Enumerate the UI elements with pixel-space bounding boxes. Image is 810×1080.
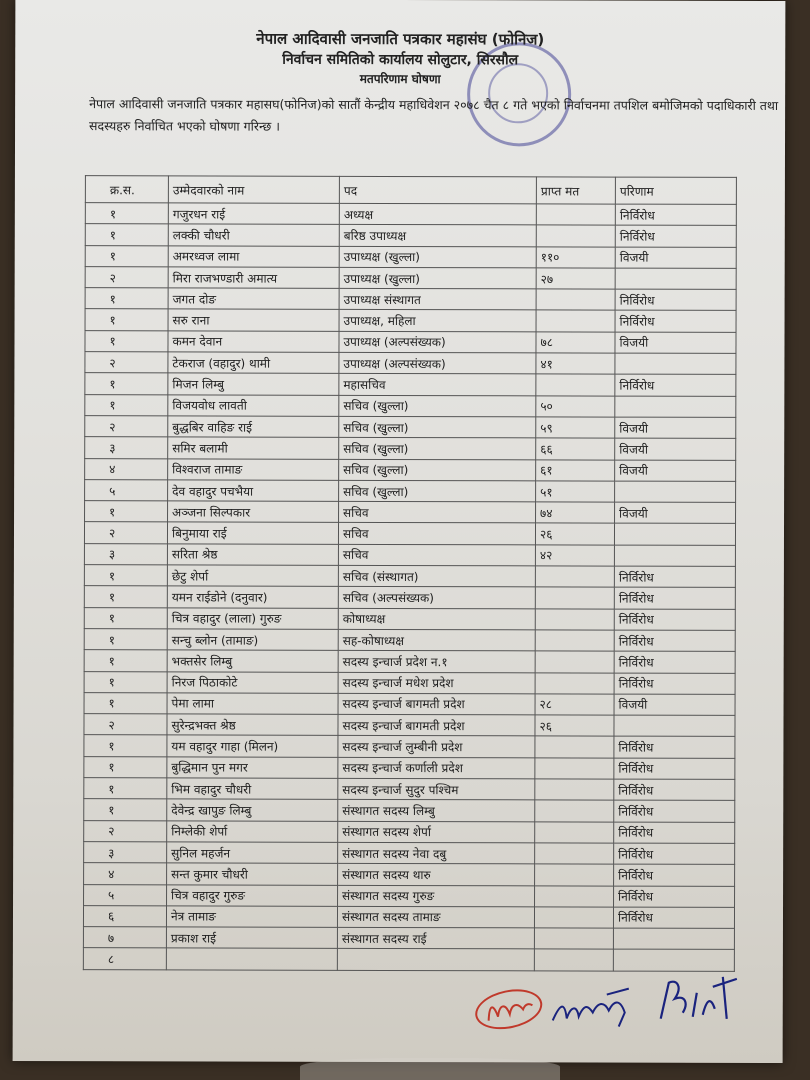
result-cell bbox=[614, 545, 735, 567]
candidate-name-cell: विश्वराज तामाङ bbox=[168, 458, 339, 480]
result-cell: निर्विरोध bbox=[614, 843, 735, 865]
votes-cell: ६६ bbox=[536, 438, 615, 460]
votes-cell bbox=[535, 587, 614, 609]
post-cell: कोषाध्यक्ष bbox=[338, 608, 535, 630]
serial-cell: २ bbox=[84, 522, 167, 544]
serial-cell: १ bbox=[84, 629, 167, 651]
signature-gurung bbox=[549, 982, 639, 1032]
table-row bbox=[84, 565, 735, 588]
document-page bbox=[13, 0, 786, 1063]
serial-cell: १ bbox=[85, 330, 168, 352]
post-cell: उपाध्यक्ष संस्थागत bbox=[339, 289, 536, 311]
candidate-name-cell: भक्तसेर लिम्बु bbox=[167, 650, 338, 672]
votes-cell bbox=[534, 949, 613, 971]
post-cell: सचिव (खुल्ला) bbox=[339, 459, 536, 481]
result-cell bbox=[614, 524, 735, 546]
header-post: पद bbox=[339, 176, 536, 204]
post-cell: अध्यक्ष bbox=[339, 203, 536, 225]
candidate-name-cell: सरिता श्रेष्ठ bbox=[167, 544, 338, 566]
candidate-name-cell: जगत दोङ bbox=[168, 288, 339, 310]
votes-cell bbox=[534, 907, 613, 929]
table-row bbox=[85, 203, 736, 226]
votes-cell: ४२ bbox=[535, 545, 614, 567]
candidate-name-cell: बुद्धबिर वाहिङ राई bbox=[168, 416, 339, 438]
candidate-name-cell: नेत्र तामाङ bbox=[166, 906, 337, 928]
organization-title: नेपाल आदिवासी जनजाति पत्रकार महासंघ (फोनिज) bbox=[256, 29, 545, 49]
result-cell: विजयी bbox=[615, 438, 736, 460]
candidate-name-cell: यम वहादुर गाहा (मिलन) bbox=[167, 735, 338, 757]
result-cell bbox=[615, 268, 736, 290]
table-row bbox=[83, 905, 734, 928]
candidate-name-cell: बिनुमाया राई bbox=[167, 522, 338, 544]
serial-cell: १ bbox=[85, 373, 168, 395]
votes-cell bbox=[535, 779, 614, 801]
serial-cell: ५ bbox=[84, 884, 167, 906]
table-row bbox=[84, 693, 735, 716]
votes-cell bbox=[535, 821, 614, 843]
result-cell: निर्विरोध bbox=[614, 587, 735, 609]
table-row bbox=[85, 330, 736, 353]
date-circle-signature bbox=[472, 984, 546, 1035]
table-row bbox=[85, 224, 736, 247]
votes-cell bbox=[536, 289, 615, 311]
table-row bbox=[85, 245, 736, 268]
result-cell: निर्विरोध bbox=[615, 289, 736, 311]
table-row bbox=[84, 884, 735, 907]
result-cell: विजयी bbox=[615, 247, 736, 269]
candidate-name-cell: बुद्धिमान पुन मगर bbox=[167, 757, 338, 779]
header-serial: क्र.स. bbox=[85, 176, 168, 203]
table-row bbox=[85, 394, 736, 417]
result-cell: विजयी bbox=[615, 502, 736, 524]
serial-cell: २ bbox=[84, 714, 167, 736]
post-cell: संस्थागत सदस्य थारु bbox=[338, 864, 535, 886]
serial-cell: १ bbox=[84, 778, 167, 800]
post-cell: सह-कोषाध्यक्ष bbox=[338, 629, 535, 651]
candidate-name-cell: सन्त कुमार चौधरी bbox=[167, 863, 338, 885]
results-table-body bbox=[83, 203, 736, 971]
votes-cell: २६ bbox=[535, 523, 614, 545]
votes-cell: ११० bbox=[536, 246, 615, 268]
votes-cell bbox=[535, 758, 614, 780]
candidate-name-cell: भिम वहादुर चौधरी bbox=[167, 778, 338, 800]
votes-cell bbox=[536, 225, 615, 247]
votes-cell bbox=[535, 630, 614, 652]
votes-cell bbox=[535, 800, 614, 822]
post-cell bbox=[337, 949, 534, 971]
serial-cell: २ bbox=[85, 416, 168, 438]
votes-cell bbox=[535, 672, 614, 694]
results-table bbox=[83, 175, 737, 971]
candidate-name-cell: लक्की चौधरी bbox=[168, 224, 339, 246]
candidate-name-cell: चित्र वहादुर गुरुङ bbox=[167, 884, 338, 906]
serial-cell: २ bbox=[85, 267, 168, 289]
document-header bbox=[15, 27, 785, 89]
result-cell: निर्विरोध bbox=[614, 886, 735, 908]
table-row bbox=[84, 607, 735, 630]
table-row bbox=[84, 671, 735, 694]
serial-cell: ३ bbox=[84, 543, 167, 565]
table-row bbox=[84, 799, 735, 822]
serial-cell: १ bbox=[85, 245, 168, 267]
table-row bbox=[84, 629, 735, 652]
post-cell: सदस्य इन्चार्ज कर्णाली प्रदेश bbox=[338, 757, 535, 779]
result-cell: विजयी bbox=[615, 417, 736, 439]
post-cell: सदस्य इन्चार्ज मधेश प्रदेश bbox=[338, 672, 535, 694]
candidate-name-cell: देवेन्द्र खापुङ लिम्बु bbox=[167, 799, 338, 821]
serial-cell: १ bbox=[85, 224, 168, 246]
votes-cell bbox=[535, 566, 614, 588]
serial-cell: ६ bbox=[83, 905, 166, 927]
candidate-name-cell: कमन देवान bbox=[168, 331, 339, 353]
candidate-name-cell bbox=[166, 948, 337, 970]
candidate-name-cell: गजुरधन राई bbox=[168, 203, 339, 225]
serial-cell: १ bbox=[84, 756, 167, 778]
votes-cell: ४१ bbox=[536, 353, 615, 375]
result-cell: निर्विरोध bbox=[614, 630, 735, 652]
post-cell: उपाध्यक्ष (अल्पसंख्यक) bbox=[339, 331, 536, 353]
post-cell: संस्थागत सदस्य गुरुङ bbox=[338, 885, 535, 907]
candidate-name-cell: चित्र वहादुर (लाला) गुरुङ bbox=[167, 608, 338, 630]
votes-cell: २८ bbox=[535, 694, 614, 716]
header-result: परिणाम bbox=[615, 177, 736, 204]
serial-cell: १ bbox=[84, 607, 167, 629]
result-cell: निर्विरोध bbox=[613, 907, 734, 929]
votes-cell bbox=[535, 736, 614, 758]
table-row bbox=[84, 842, 735, 865]
post-cell: उपाध्यक्ष, महिला bbox=[339, 310, 536, 332]
table-row bbox=[85, 480, 736, 503]
candidate-name-cell: निरज पिठाकोटे bbox=[167, 671, 338, 693]
post-cell: सचिव (खुल्ला) bbox=[339, 395, 536, 417]
table-row bbox=[85, 437, 736, 460]
result-cell bbox=[615, 353, 736, 375]
result-cell: निर्विरोध bbox=[614, 609, 735, 631]
post-cell: सदस्य इन्चार्ज बागमती प्रदेश bbox=[338, 714, 535, 736]
votes-cell bbox=[535, 608, 614, 630]
header-candidate-name: उम्मेदवारको नाम bbox=[168, 176, 339, 203]
serial-cell: २ bbox=[85, 352, 168, 374]
post-cell: सदस्य इन्चार्ज लुम्बीनी प्रदेश bbox=[338, 736, 535, 758]
post-cell: उपाध्यक्ष (खुल्ला) bbox=[339, 267, 536, 289]
result-cell: निर्विरोध bbox=[614, 566, 735, 588]
table-row bbox=[85, 501, 736, 524]
serial-cell: १ bbox=[85, 394, 168, 416]
table-row bbox=[83, 948, 734, 971]
table-row bbox=[84, 735, 735, 758]
result-cell bbox=[614, 715, 735, 737]
candidate-name-cell: टेकराज (वहादुर) थामी bbox=[168, 352, 339, 374]
post-cell: सदस्य इन्चार्ज सुदुर पश्चिम bbox=[338, 778, 535, 800]
post-cell: सचिव bbox=[339, 501, 536, 523]
result-cell: निर्विरोध bbox=[614, 822, 735, 844]
candidate-name-cell: समिर बलामी bbox=[168, 437, 339, 459]
table-row bbox=[84, 650, 735, 673]
post-cell: सदस्य इन्चार्ज प्रदेश न.१ bbox=[338, 651, 535, 673]
votes-cell bbox=[536, 204, 615, 226]
result-cell: विजयी bbox=[615, 332, 736, 354]
candidate-name-cell: सुरेन्द्रभक्त श्रेष्ठ bbox=[167, 714, 338, 736]
table-row bbox=[84, 863, 735, 886]
table-row bbox=[84, 522, 735, 545]
candidate-name-cell: अमरध्वज लामा bbox=[168, 245, 339, 267]
post-cell: संस्थागत सदस्य शेर्पा bbox=[338, 821, 535, 843]
serial-cell: ७ bbox=[83, 927, 166, 949]
serial-cell: १ bbox=[84, 693, 167, 715]
result-cell: निर्विरोध bbox=[614, 864, 735, 886]
result-cell: विजयी bbox=[614, 694, 735, 716]
table-row bbox=[85, 309, 736, 332]
table-row bbox=[85, 352, 736, 375]
result-cell: निर्विरोध bbox=[614, 800, 735, 822]
candidate-name-cell: सन्चु ब्लोन (तामाङ) bbox=[167, 629, 338, 651]
candidate-name-cell: देव वहादुर पचभैया bbox=[168, 480, 339, 502]
serial-cell: १ bbox=[84, 799, 167, 821]
header-votes: प्राप्त मत bbox=[536, 177, 615, 204]
table-row bbox=[84, 586, 735, 609]
serial-cell: ८ bbox=[83, 948, 166, 970]
candidate-name-cell: निम्लेकी शेर्पा bbox=[167, 821, 338, 843]
post-cell: उपाध्यक्ष (खुल्ला) bbox=[339, 246, 536, 268]
serial-cell: ३ bbox=[85, 437, 168, 459]
post-cell: सचिव (खुल्ला) bbox=[339, 416, 536, 438]
result-cell: विजयी bbox=[615, 460, 736, 482]
serial-cell: १ bbox=[85, 309, 168, 331]
candidate-name-cell: अञ्जना सिल्पकार bbox=[168, 501, 339, 523]
result-cell: निर्विरोध bbox=[614, 779, 735, 801]
table-row bbox=[85, 458, 736, 481]
candidate-name-cell: मिजन लिम्बु bbox=[168, 373, 339, 395]
post-cell: सचिव (संस्थागत) bbox=[338, 565, 535, 587]
serial-cell: १ bbox=[85, 288, 168, 310]
serial-cell: १ bbox=[84, 735, 167, 757]
post-cell: सचिव bbox=[338, 544, 535, 566]
result-cell: निर्विरोध bbox=[614, 651, 735, 673]
serial-cell: १ bbox=[84, 650, 167, 672]
post-cell: सदस्य इन्चार्ज बागमती प्रदेश bbox=[338, 693, 535, 715]
result-cell: निर्विरोध bbox=[615, 204, 736, 226]
result-cell bbox=[615, 396, 736, 418]
post-cell: महासचिव bbox=[339, 374, 536, 396]
candidate-name-cell: विजयवोध लावती bbox=[168, 395, 339, 417]
votes-cell bbox=[536, 310, 615, 332]
result-cell: निर्विरोध bbox=[615, 374, 736, 396]
paper-edge bbox=[300, 1058, 560, 1080]
table-row bbox=[84, 778, 735, 801]
votes-cell bbox=[535, 885, 614, 907]
votes-cell bbox=[536, 374, 615, 396]
serial-cell: २ bbox=[84, 820, 167, 842]
result-cell bbox=[613, 928, 734, 950]
votes-cell bbox=[535, 651, 614, 673]
votes-cell: २६ bbox=[535, 715, 614, 737]
table-row bbox=[85, 373, 736, 396]
candidate-name-cell: प्रकाश राई bbox=[166, 927, 337, 949]
serial-cell: ३ bbox=[84, 842, 167, 864]
signature-chair bbox=[653, 969, 743, 1029]
votes-cell: ५१ bbox=[536, 481, 615, 503]
votes-cell: ६१ bbox=[536, 459, 615, 481]
serial-cell: १ bbox=[85, 501, 168, 523]
table-row bbox=[84, 820, 735, 843]
post-cell: सचिव (अल्पसंख्यक) bbox=[338, 587, 535, 609]
post-cell: सचिव (खुल्ला) bbox=[339, 438, 536, 460]
result-cell: निर्विरोध bbox=[615, 225, 736, 247]
table-row bbox=[83, 927, 734, 950]
votes-cell: ७८ bbox=[536, 332, 615, 354]
result-cell: निर्विरोध bbox=[614, 736, 735, 758]
post-cell: उपाध्यक्ष (अल्पसंख्यक) bbox=[339, 352, 536, 374]
table-header-row bbox=[85, 176, 736, 205]
result-cell: निर्विरोध bbox=[614, 673, 735, 695]
table-row bbox=[85, 267, 736, 290]
serial-cell: ५ bbox=[85, 480, 168, 502]
serial-cell: ४ bbox=[84, 863, 167, 885]
serial-cell: ४ bbox=[85, 458, 168, 480]
office-title: निर्वाचन समितिको कार्यालय सोलुटार, सिरसौल bbox=[282, 51, 519, 69]
table-row bbox=[85, 416, 736, 439]
votes-cell: ५० bbox=[536, 396, 615, 418]
post-cell: संस्थागत सदस्य राई bbox=[337, 927, 534, 949]
result-cell bbox=[615, 481, 736, 503]
serial-cell: १ bbox=[84, 586, 167, 608]
votes-cell bbox=[535, 843, 614, 865]
table-row bbox=[85, 288, 736, 311]
candidate-name-cell: मिरा राजभण्डारी अमात्य bbox=[168, 267, 339, 289]
result-cell: निर्विरोध bbox=[614, 758, 735, 780]
notice-title: मतपरिणाम घोषणा bbox=[359, 71, 441, 87]
post-cell: सचिव bbox=[338, 523, 535, 545]
post-cell: संस्थागत सदस्य नेवा दबु bbox=[338, 842, 535, 864]
votes-cell: ५९ bbox=[536, 417, 615, 439]
post-cell: संस्थागत सदस्य तामाङ bbox=[337, 906, 534, 928]
candidate-name-cell: पेमा लामा bbox=[167, 693, 338, 715]
result-cell: निर्विरोध bbox=[615, 311, 736, 333]
serial-cell: १ bbox=[84, 671, 167, 693]
candidate-name-cell: छेटु शेर्पा bbox=[167, 565, 338, 587]
post-cell: संस्थागत सदस्य लिम्बु bbox=[338, 800, 535, 822]
post-cell: बरिष्ठ उपाध्यक्ष bbox=[339, 225, 536, 247]
votes-cell bbox=[534, 928, 613, 950]
table-row bbox=[84, 543, 735, 566]
candidate-name-cell: यमन राईडोने (दनुवार) bbox=[167, 586, 338, 608]
table-row bbox=[84, 756, 735, 779]
candidate-name-cell: सुनिल महर्जन bbox=[167, 842, 338, 864]
serial-cell: १ bbox=[85, 203, 168, 225]
serial-cell: १ bbox=[84, 565, 167, 587]
candidate-name-cell: सरु राना bbox=[168, 309, 339, 331]
post-cell: सचिव (खुल्ला) bbox=[339, 480, 536, 502]
intro-paragraph: नेपाल आदिवासी जनजाति पत्रकार महासघ(फोनिज)को सातौं केन्द्रीय महाधिवेशन २०७८ चैत ८ गते भएको निर्वाचनमा तपशिल बमोजिमको पदाधिकारी तथा सदस्यहरु निर्वाचित भएको घोषणा गरिन्छ । bbox=[89, 96, 779, 134]
votes-cell: २७ bbox=[536, 268, 615, 290]
table-row bbox=[84, 714, 735, 737]
votes-cell: ७४ bbox=[536, 502, 615, 524]
votes-cell bbox=[535, 864, 614, 886]
